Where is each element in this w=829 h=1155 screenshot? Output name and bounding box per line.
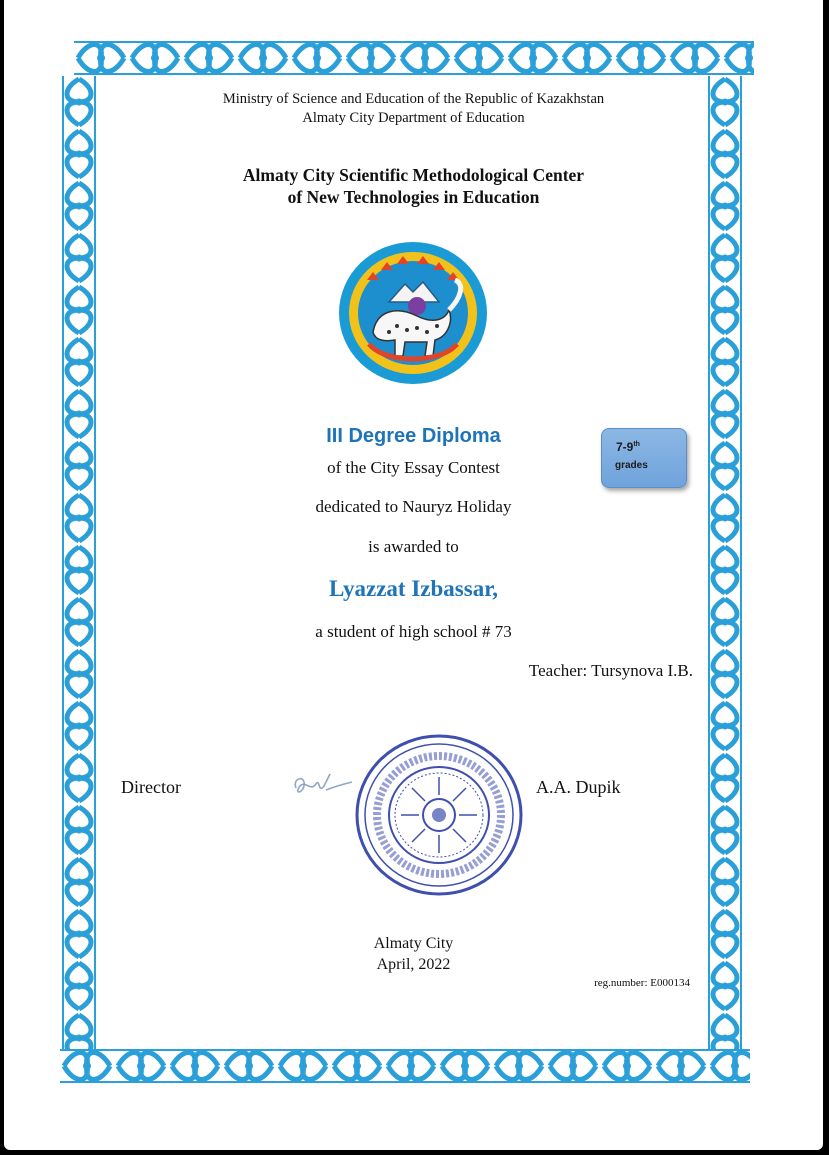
center-name-block: [4, 164, 823, 208]
issue-date: April, 2022: [376, 956, 451, 973]
dedication-line: dedicated to Nauryz Holiday: [315, 497, 512, 516]
school-line: a student of high school # 73: [315, 622, 512, 641]
ornament-border-left: [60, 76, 98, 1051]
director-label: Director: [121, 777, 181, 797]
teacher-line: Teacher: Tursynova I.B.: [528, 661, 693, 680]
registration-number: reg.number: E000134: [594, 977, 690, 989]
signature-icon: [286, 764, 356, 806]
grades-badge: [601, 428, 687, 488]
ornament-border-right: [706, 76, 744, 1051]
ministry-name: Ministry of Science and Education of the Republic of Kazakhstan: [222, 91, 605, 107]
recipient-name: Lyazzat Izbassar,: [328, 576, 499, 601]
grades-label: grades: [615, 460, 648, 471]
center-name-line1: Almaty City Scientific Methodological Center: [242, 165, 585, 185]
director-name: A.A. Dupik: [536, 777, 621, 797]
awarded-line: is awarded to: [368, 537, 459, 556]
diploma-page: [4, 0, 823, 1150]
department-name: Almaty City Department of Education: [302, 110, 525, 126]
official-seal-icon: [354, 733, 524, 897]
city-name: Almaty City: [373, 935, 454, 952]
center-name-line2: of New Technologies in Education: [287, 187, 540, 207]
diploma-title: III Degree Diploma: [326, 425, 501, 447]
almaty-emblem-icon: [337, 240, 489, 386]
ornament-border-bottom: [60, 1044, 750, 1088]
header-block: [4, 90, 823, 128]
ornament-border-top: [74, 36, 754, 80]
grades-range: 7-9th: [616, 440, 640, 454]
contest-line: of the City Essay Contest: [327, 458, 500, 477]
footer-block: [4, 933, 823, 975]
